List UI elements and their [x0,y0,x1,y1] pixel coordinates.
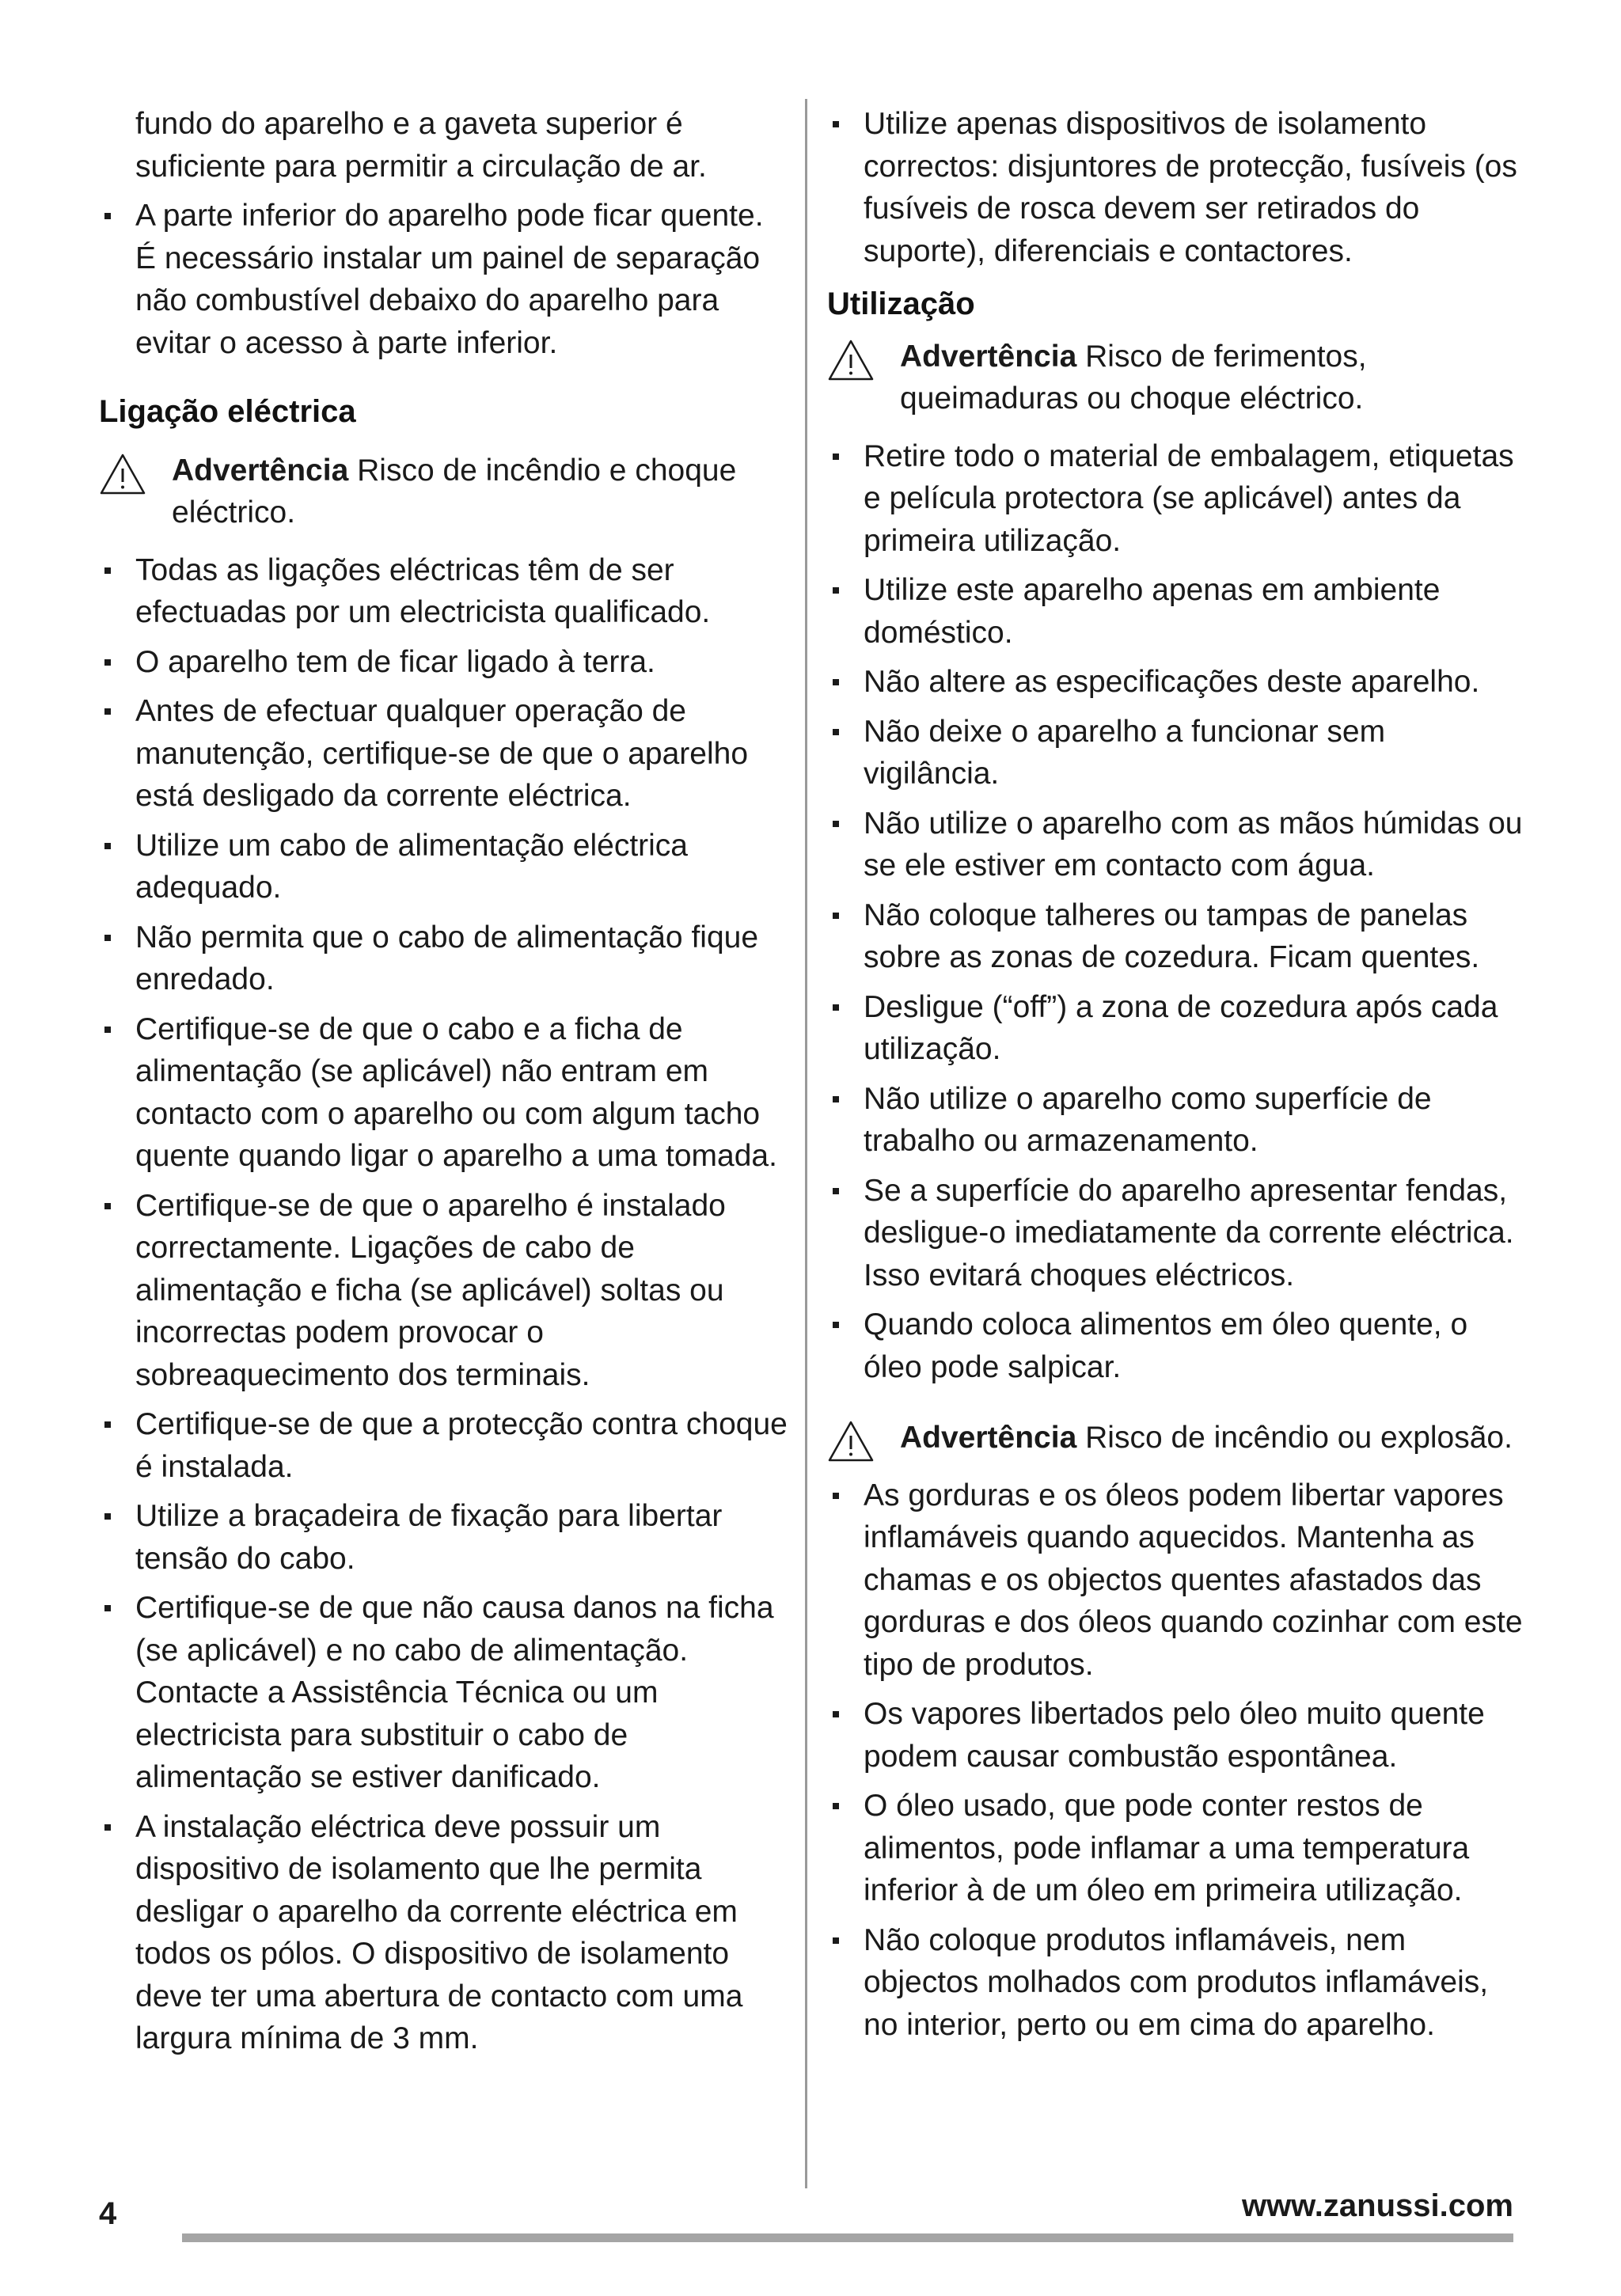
warning-text: Risco de ferimentos, queimaduras ou choque eléctrico. [900,339,1367,416]
page-number: 4 [99,2196,117,2231]
bullet-item: Não coloque produtos inflamáveis, nem objectos molhados com produtos inflamáveis, no interior, perto ou em cima do aparelho. [827,1919,1524,2047]
bullet-item: Não deixe o aparelho a funcionar sem vigilância. [827,711,1524,795]
bullet-item: Retire todo o material de embalagem, etiquetas e película protectora (se aplicável) antes da primeira utilização. [827,435,1524,563]
bullet-item: Desligue (“off”) a zona de cozedura após cada utilização. [827,986,1524,1071]
bullet-item: Se a superfície do aparelho apresentar fendas, desligue-o imediatamente da corrente eléctrica. Isso evitará choques eléctricos. [827,1170,1524,1297]
bullet-list [827,1474,1524,2047]
bullet-list [827,435,1524,1389]
bullet-item: Certifique-se de que não causa danos na ficha (se aplicável) e no cabo de alimentação. Contacte a Assistência Técnica ou um electricista para substituir o cabo de alimentação se estiver danificado. [99,1587,788,1799]
warning-icon [827,1420,875,1463]
warning-label: Advertência [900,339,1077,374]
bullet-item: Certifique-se de que o aparelho é instalado correctamente. Ligações de cabo de alimentação e ficha (se aplicável) soltas ou incorrectas podem provocar o sobreaquecimento dos terminais. [99,1185,788,1397]
bullet-list [99,195,788,364]
bullet-item: O aparelho tem de ficar ligado à terra. [99,641,788,684]
warning-block [99,450,788,534]
bullet-item: Os vapores libertados pelo óleo muito quente podem causar combustão espontânea. [827,1693,1524,1778]
bullet-item: Utilize a braçadeira de fixação para libertar tensão do cabo. [99,1495,788,1580]
right-column [827,103,1524,2046]
bullet-item: Não utilize o aparelho com as mãos húmidas ou se ele estiver em contacto com água. [827,803,1524,887]
continued-text: fundo do aparelho e a gaveta superior é suficiente para permitir a circulação de ar. [135,107,707,184]
bullet-item: Todas as ligações eléctricas têm de ser efectuadas por um electricista qualificado. [99,549,788,634]
bullet-item: A instalação eléctrica deve possuir um dispositivo de isolamento que lhe permita desligar o aparelho da corrente eléctrica em todos os pólos. O dispositivo de isolamento deve ter uma abertura de contacto com uma largura mínima de 3 mm. [99,1806,788,2060]
bullet-list [99,549,788,2060]
warning-block [827,1417,1524,1459]
column-divider [805,99,807,2188]
section-heading-electrical: Ligação eléctrica [99,394,356,429]
bullet-list [827,103,1524,272]
bullet-item: O óleo usado, que pode conter restos de alimentos, pode inflamar a uma temperatura inferior à de um óleo em primeira utilização. [827,1785,1524,1912]
bullet-item: Não coloque talheres ou tampas de panelas sobre as zonas de cozedura. Ficam quentes. [827,894,1524,979]
bullet-item: Certifique-se de que o cabo e a ficha de alimentação (se aplicável) não entram em contacto com o aparelho ou com algum tacho quente quando ligar o aparelho a uma tomada. [99,1008,788,1178]
warning-label: Advertência [172,453,349,488]
warning-icon [827,339,875,381]
left-column [99,103,788,2060]
bullet-item: Não utilize o aparelho como superfície de trabalho ou armazenamento. [827,1078,1524,1163]
website-url: www.zanussi.com [1241,2188,1513,2223]
warning-block [827,336,1524,420]
bullet-item: Certifique-se de que a protecção contra choque é instalada. [99,1403,788,1488]
footer-rule [182,2233,1513,2242]
bullet-item: Utilize um cabo de alimentação eléctrica adequado. [99,825,788,909]
warning-icon [99,453,146,495]
bullet-item: As gorduras e os óleos podem libertar vapores inflamáveis quando aquecidos. Mantenha as chamas e os objectos quentes afastados das gorduras e dos óleos quando cozinhar com este tipo de produtos. [827,1474,1524,1687]
section-heading-usage: Utilização [827,287,975,321]
bullet-item: Utilize apenas dispositivos de isolamento correctos: disjuntores de protecção, fusíveis (os fusíveis de rosca devem ser retirados do suporte), diferenciais e contactores. [827,103,1524,272]
bullet-item: Antes de efectuar qualquer operação de manutenção, certifique-se de que o aparelho está desligado da corrente eléctrica. [99,690,788,818]
warning-label: Advertência [900,1421,1077,1455]
bullet-item: Não altere as especificações deste aparelho. [827,661,1524,704]
bullet-item: Quando coloca alimentos em óleo quente, o óleo pode salpicar. [827,1304,1524,1388]
bullet-item: Não permita que o cabo de alimentação fique enredado. [99,917,788,1001]
bullet-item: A parte inferior do aparelho pode ficar quente. É necessário instalar um painel de separação não combustível debaixo do aparelho para evitar o acesso à parte inferior. [99,195,788,364]
warning-text: Risco de incêndio e choque eléctrico. [172,453,737,529]
warning-text: Risco de incêndio ou explosão. [1085,1421,1513,1455]
bullet-item: Utilize este aparelho apenas em ambiente doméstico. [827,569,1524,654]
